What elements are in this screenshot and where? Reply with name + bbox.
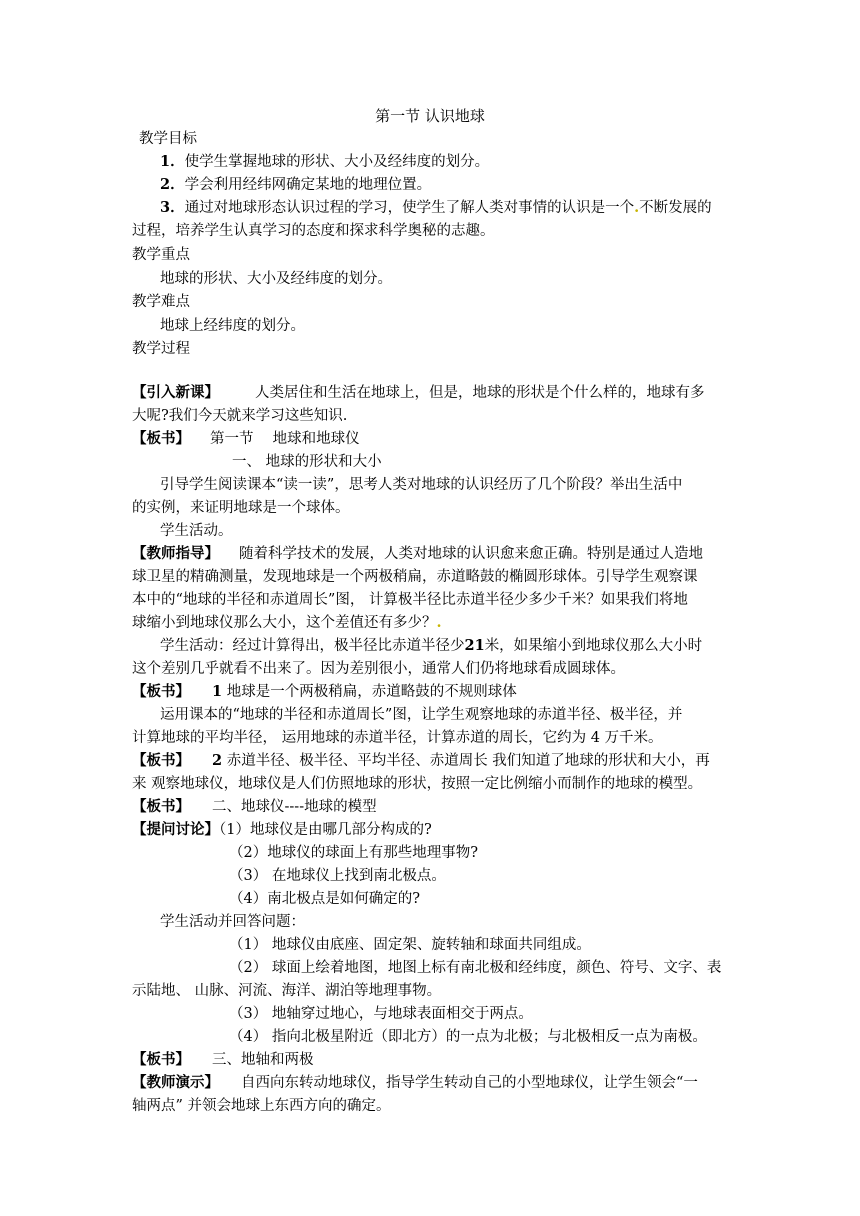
paragraph-line: [132, 798, 377, 816]
line-text: 地球是一个两极稍扁，赤道略鼓的不规则球体: [226, 684, 517, 700]
paragraph-line: 的实例，来证明地球是一个球体。: [132, 500, 350, 516]
line-text: 人类居住和生活在地球上，但是，地球的形状是个什么样的，地球有多: [255, 385, 705, 401]
paragraph-line: [132, 1051, 314, 1069]
edit-mark-icon: .: [634, 199, 640, 216]
number-value: 1: [212, 683, 223, 700]
edit-mark-icon: .: [436, 614, 442, 631]
objective-text: 学会利用经纬网确定某地的地理位置。: [184, 177, 432, 193]
question-item: （3） 在地球仪上找到南北极点。: [229, 868, 446, 884]
answer-item: （4） 指向北极星附近（即北方）的一点为北极；与北极相反一点为南极。: [229, 1029, 707, 1045]
paragraph-line: 球卫星的精确测量，发现地球是一个两极稍扁，赤道略鼓的椭圆形球体。引导学生观察课: [132, 569, 698, 585]
answer-item: （3） 地轴穿过地心，与地球表面相交于两点。: [229, 1006, 533, 1022]
difficulty-text: 地球上经纬度的划分。: [160, 318, 305, 334]
number-value: 2: [212, 752, 223, 769]
objective-number: 1．: [160, 153, 185, 170]
answer-item: （2） 球面上绘着地图，地图上标有南北极和经纬度，颜色、符号、文字、表: [229, 960, 722, 976]
paragraph-line: 来 观察地球仪，地球仪是人们仿照地球的形状，按照一定比例缩小而制作的地球的模型。: [132, 776, 703, 792]
line-text: 学生活动：经过计算得出，极半径比赤道半径少: [160, 638, 465, 654]
line-text: 球缩小到地球仪那么大小，这个差值还有多少？: [132, 615, 437, 631]
line-text: 随着科学技术的发展，人类对地球的认识愈来愈正确。特别是通过人造地: [239, 546, 703, 562]
section-heading-objectives: 教学目标: [139, 131, 197, 147]
paragraph-line: [132, 821, 432, 839]
objective-text: 不断发展的: [639, 200, 712, 216]
objective-text: 使学生掌握地球的形状、大小及经纬度的划分。: [184, 154, 490, 170]
objective-number: 3．: [160, 199, 185, 216]
paragraph-line: 引导学生阅读课本“读一读”，思考人类对地球的认识经历了几个阶段？举出生活中: [160, 477, 683, 493]
section-tag: 【板书】: [132, 430, 190, 447]
objective-text: 通过对地球形态认识过程的学习，使学生了解人类对事情的认识是一个: [184, 200, 635, 216]
line-text: 米，如果缩小到地球仪那么大小时: [484, 638, 703, 654]
paragraph-line: 本中的“地球的半径和赤道周长”图， 计算极半径比赤道半径少多少千米？如果我们将地: [132, 592, 688, 608]
paragraph-line: 大呢?我们今天就来学习这些知识.: [132, 408, 348, 424]
paragraph-line: [132, 384, 705, 402]
answer-continuation: 示陆地、 山脉、河流、海洋、湖泊等地理事物。: [132, 983, 442, 999]
section-tag: 【教师演示】: [132, 1074, 219, 1091]
question-item: （4）南北极点是如何确定的?: [229, 891, 420, 907]
paragraph-line: [132, 683, 517, 701]
number-value: 21: [464, 637, 485, 654]
paragraph-line: [132, 430, 360, 448]
line-text: 二、地球仪----地球的模型: [212, 799, 377, 815]
paragraph-line: 学生活动。: [160, 523, 233, 539]
section-heading-difficulty: 教学难点: [132, 294, 190, 310]
paragraph-line: 轴两点” 并领会地球上东西方向的确定。: [132, 1098, 391, 1114]
line-text: （1）地球仪是由哪几部分构成的?: [219, 822, 432, 838]
page-title: 第一节 认识地球: [375, 107, 485, 125]
section-tag: 【板书】: [132, 1051, 190, 1068]
line-text: 赤道半径、极半径、平均半径、赤道周长 我们知道了地球的形状和大小，再: [226, 753, 710, 769]
objective-item: [160, 199, 712, 217]
section-tag: 【板书】: [132, 752, 190, 769]
key-points-text: 地球的形状、大小及经纬度的划分。: [160, 271, 392, 287]
paragraph-line: 运用课本的“地球的半径和赤道周长”图，让学生观察地球的赤道半径、极半径，并: [160, 707, 683, 723]
line-text: 第一节 地球和地球仪: [210, 431, 360, 447]
objective-continuation: 过程，培养学生认真学习的态度和探求科学奥秘的志趣。: [132, 223, 495, 239]
paragraph-line: 这个差别几乎就看不出来了。因为差别很小，通常人们仍将地球看成圆球体。: [132, 661, 625, 677]
line-text: 自西向东转动地球仪，指导学生转动自己的小型地球仪，让学生领会“一: [241, 1075, 698, 1091]
paragraph-line: [132, 545, 703, 563]
paragraph-line: [132, 614, 442, 632]
answer-item: （1） 地球仪由底座、固定架、旋转轴和球面共同组成。: [229, 937, 591, 953]
paragraph-line: 学生活动并回答问题：: [160, 914, 305, 930]
objective-item: [160, 153, 489, 171]
objective-item: [160, 176, 431, 194]
objective-number: 2．: [160, 176, 185, 193]
section-tag: 【教师指导】: [132, 545, 219, 562]
paragraph-line: [132, 1074, 698, 1092]
line-text: 三、地轴和两极: [212, 1052, 314, 1068]
section-tag: 【提问讨论】: [132, 821, 219, 838]
paragraph-line: [132, 752, 710, 770]
section-tag: 【引入新课】: [132, 384, 219, 401]
question-item: （2）地球仪的球面上有那些地理事物?: [229, 845, 478, 861]
paragraph-line: [160, 637, 702, 655]
section-heading-process: 教学过程: [132, 341, 190, 357]
section-tag: 【板书】: [132, 683, 190, 700]
section-heading-key-points: 教学重点: [132, 247, 190, 263]
section-tag: 【板书】: [132, 798, 190, 815]
paragraph-line: 一、 地球的形状和大小: [232, 454, 382, 470]
paragraph-line: 计算地球的平均半径， 运用地球的赤道半径，计算赤道的周长，它约为 4 万千米。: [132, 730, 663, 746]
